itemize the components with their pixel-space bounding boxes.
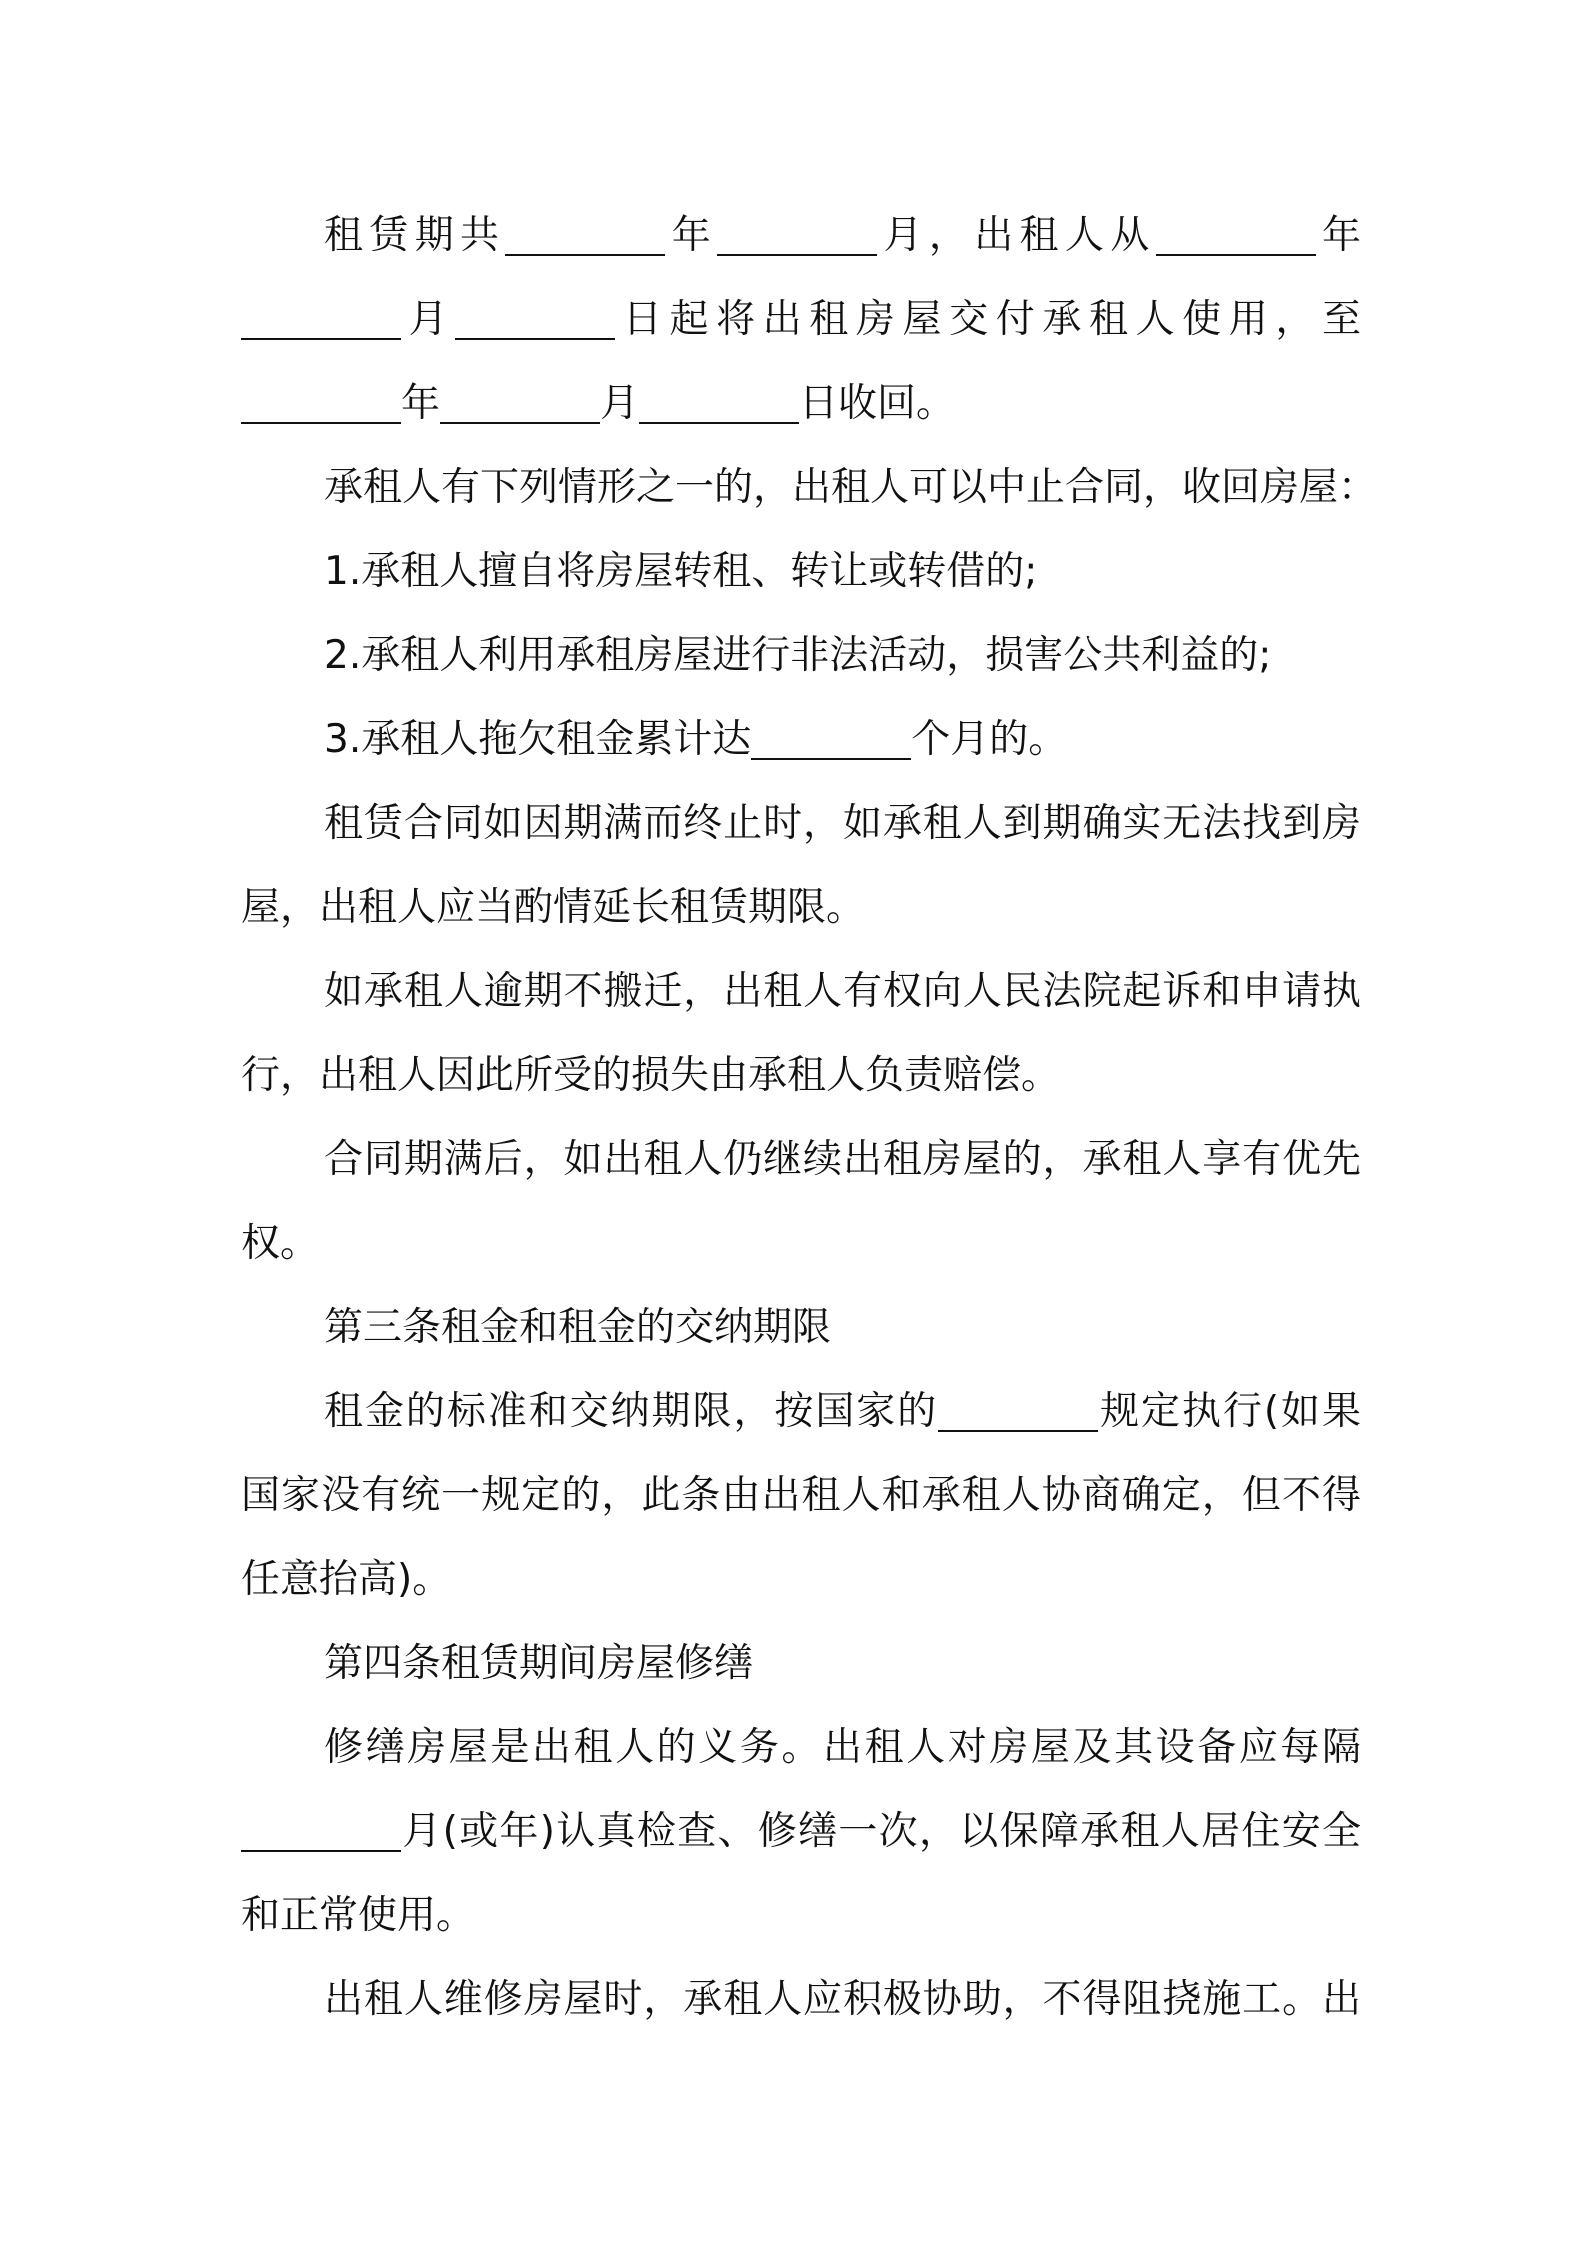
list-item: 2.承租人利用承租房屋进行非法活动，损害公共利益的; [324, 633, 1272, 678]
fill-blank [455, 298, 615, 340]
fill-blank [751, 718, 911, 760]
text-line: 出租人维修房屋时，承租人应积极协助，不得阻挠施工。出 [324, 1977, 1361, 2022]
text-line: 月(或年)认真检查、修缮一次，以保障承租人居住安全 [241, 1790, 1361, 1874]
text-line: 和正常使用。 [241, 1893, 476, 1938]
fill-blank [241, 382, 401, 424]
section-heading: 第四条租赁期间房屋修缮 [324, 1641, 754, 1686]
text-line: 租赁期共 年 月，出租人从 年 [324, 213, 1361, 258]
text-line: 任意抬高)。 [241, 1557, 452, 1602]
list-item: 1.承租人擅自将房屋转租、转让或转借的; [324, 549, 1038, 594]
fill-blank [938, 1390, 1098, 1432]
fill-blank [505, 214, 665, 256]
fill-blank [1156, 214, 1316, 256]
text-line: 修缮房屋是出租人的义务。出租人对房屋及其设备应每隔 [324, 1725, 1361, 1770]
list-item: 3.承租人拖欠租金累计达 个月的。 [324, 717, 1068, 762]
text-line: 国家没有统一规定的，此条由出租人和承租人协商确定，但不得 [241, 1473, 1361, 1518]
text-line: 承租人有下列情形之一的，出租人可以中止合同，收回房屋： [324, 465, 1378, 510]
fill-blank [717, 214, 877, 256]
text-line: 权。 [241, 1221, 320, 1266]
fill-blank [241, 1810, 401, 1852]
text-line: 屋，出租人应当酌情延长租赁期限。 [241, 885, 866, 930]
text-line: 行，出租人因此所受的损失由承租人负责赔偿。 [241, 1053, 1061, 1098]
text-line: 如承租人逾期不搬迁，出租人有权向人民法院起诉和申请执 [324, 969, 1361, 1014]
fill-blank [241, 298, 401, 340]
text-line: 合同期满后，如出租人仍继续出租房屋的，承租人享有优先 [324, 1137, 1361, 1182]
text-line: 月 日起将出租房屋交付承租人使用，至 [241, 278, 1361, 362]
text-line: 租赁合同如因期满而终止时，如承租人到期确实无法找到房 [324, 801, 1361, 846]
section-heading: 第三条租金和租金的交纳期限 [324, 1305, 832, 1350]
text-line: 租金的标准和交纳期限，按国家的 规定执行(如果 [324, 1389, 1361, 1434]
text-line: 年 月 日收回。 [241, 362, 1361, 446]
fill-blank [639, 382, 799, 424]
fill-blank [440, 382, 600, 424]
